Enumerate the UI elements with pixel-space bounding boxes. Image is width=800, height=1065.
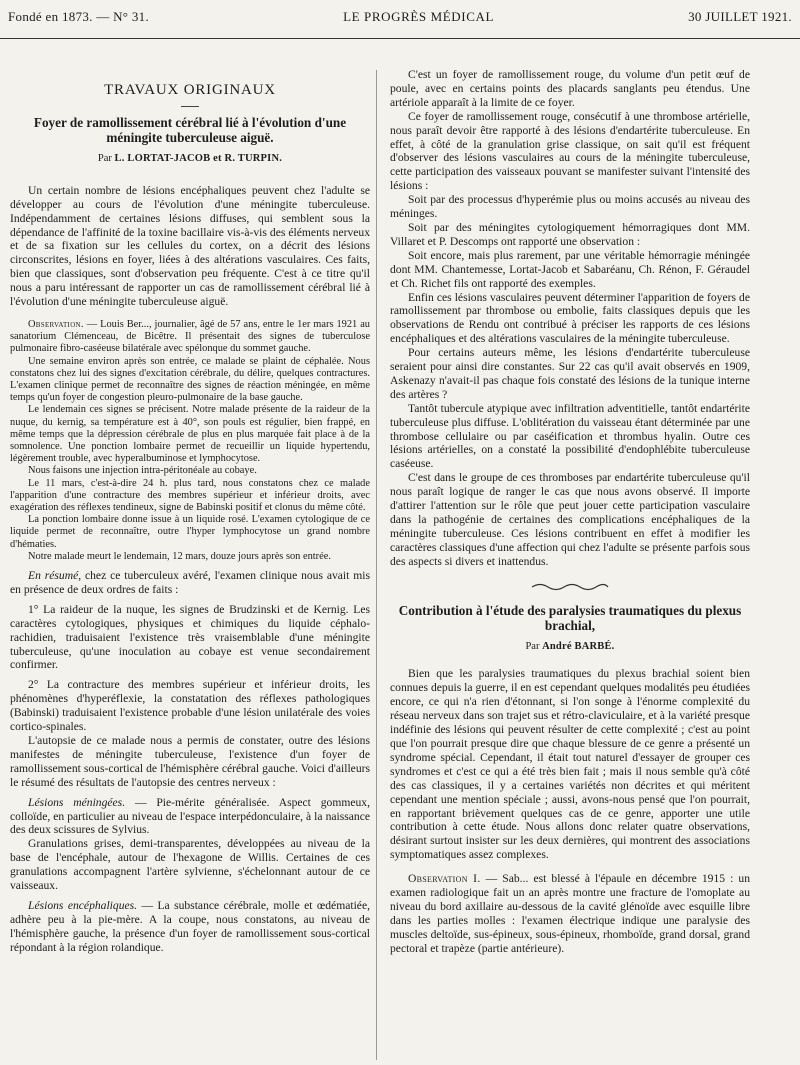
- column-divider: [376, 70, 377, 1060]
- summary-paragraph: [10, 569, 370, 597]
- observation-paragraph: La ponction lombaire donne issue à un liquide rosé. L'examen cytologique de ce liquide permet de reconnaître, outre l'hyper lymphocytose un grand nombre d'hématies.: [10, 514, 370, 550]
- byline-authors: L. LORTAT-JACOB et R. TURPIN.: [114, 152, 283, 164]
- left-column: [10, 60, 370, 955]
- journal-title: LE PROGRÈS MÉDICAL: [343, 9, 495, 24]
- header-rule: [0, 38, 800, 39]
- title-rule: [181, 106, 199, 107]
- observation-text: — Louis Ber..., journalier, âgé de 57 ans, entre le 1er mars 1921 au sanatorium Clémenceau, de Bicêtre. Il présentait des signes de tuberculose pulmonaire fibro-caséeuse bilatérale avec spélonque du sommet gauche.: [10, 318, 370, 355]
- lesion-label: Lésions méningées.: [28, 795, 126, 809]
- body-paragraph: Soit par des méningites cytologiquement hémorragiques dont MM. Villaret et P. Descomps ont rapporté une observation :: [390, 220, 750, 248]
- header-date: 30 JUILLET 1921.: [688, 9, 792, 24]
- right-column: [390, 68, 750, 956]
- lesion-paragraph: [10, 796, 370, 838]
- summary-text: chez ce tuberculeux avéré, l'examen clinique nous avait mis en présence de deux ordres de faits :: [10, 569, 370, 596]
- observation-paragraph: [390, 872, 750, 955]
- header-founded: Fondé en 1873. — N° 31.: [8, 9, 150, 24]
- article-title: Foyer de ramollissement cérébral lié à l'évolution d'une méningite tuberculeuse aiguë.: [33, 114, 347, 146]
- observation-paragraph: [10, 319, 370, 356]
- lesion-paragraph: [10, 899, 370, 955]
- byline2: [390, 640, 750, 654]
- observation-label: Observation I.: [408, 872, 481, 886]
- body-paragraph: Soit par des processus d'hyperémie plus ou moins accusés au niveau des méninges.: [390, 193, 750, 221]
- byline2-prefix: Par: [525, 640, 540, 652]
- observation-paragraph: Le 11 mars, c'est-à-dire 24 h. plus tard, nous constatons chez ce malade l'apparition d'une contracture des membres supérieur et inférieur droits, avec exagération des réflexes tendineux, signe de Babinski positif et clonus du même côté.: [10, 477, 370, 514]
- body-paragraph: C'est dans le groupe de ces thromboses par endartérite tuberculeuse qu'il nous paraît logique de ranger le cas que nous avons observé. Il importe d'attirer l'attention sur le rôle que peut jouer cette participation vasculaire dans la pathogénie de certaines des complications encéphaliques de la méningite tuberculeuse. Ces lésions contribuent en effet à modifier les caractères classiques d'une affection qui chez l'adulte se présente parfois sous des aspects si divers et inattendus.: [390, 471, 750, 568]
- running-header: [8, 4, 792, 30]
- section-title: TRAVAUX ORIGINAUX: [104, 82, 276, 98]
- finding-paragraph: 2° La contracture des membres supérieur et inférieur droits, les phénomènes d'hyperéflexie, la constatation des réflexes pathologiques (Babinski) traduisaient l'existence probable d'une lésion unilatérale des voies cortico-spinales.: [10, 678, 370, 734]
- body-paragraph: Tantôt tubercule atypique avec infiltration adventitielle, tantôt endartérite tuberculeuse plus diffuse. L'oblitération du vaisseau étant déterminée par une thrombose cellulaire ou par caséification et thrombus hyalin. Outre ces lésions artérielles, on a constaté la possibilité d'endophlébite tuberculeuse caséeuse.: [390, 401, 750, 471]
- observation-text: — Sab... est blessé à l'épaule en décembre 1915 : un examen radiologique fait un an après montre une fracture de l'omoplate au niveau du bord axillaire au-dessous de la cavité glénoïde avec esquille libre dans les parties molles : l'examen électrique indique une paralysie des muscles deltoïde, sus-épineux, sous-épineux, rhomboïde, grand dorsal, grand pectoral et trapèze (partie antérieure).: [390, 872, 751, 955]
- body-paragraph: Bien que les paralysies traumatiques du plexus brachial soient bien connues depuis la guerre, il en est cependant quelques modalités peu étudiées encore, ce qui n'a rien d'étonnant, si l'on songe à l'énorme complexité du réseau nerveux dans son trajet sus et rétro-claviculaire, et à la variété presque indéfinie des lésions qui peuvent résulter de cette complexité ; c'est au point que l'on pourrait presque dire que chaque blessure de ce genre a présenté un syndrome spécial. Cependant, il était tout naturel d'essayer de grouper ces syndromes et c'est ce qui a été très bien fait ; mais il nous semble qu'à côté des cas classiques, il y a certaines variétés non décrites et qui méritent cependant une mention spéciale ; aussi, avons-nous pensé que l'on pourrait, en rapportant brièvement quelques cas de ce genre, apporter une utile contribution à cette étude. Nous allons donc relater quatre observations, désirant surtout insister sur les deux dernières, qui montrent des associations symptomatiques assez complexes.: [390, 667, 750, 862]
- byline: [10, 152, 370, 166]
- body-paragraph: Pour certains auteurs même, les lésions d'endartérite tuberculeuse seraient pour ainsi dire constantes. Sur 22 cas qu'il avait observés en 1909, Askenazy n'avait-il pas chaque fois constaté des lésions de la tunique interne des artères ?: [390, 346, 750, 401]
- summary-label: En résumé,: [28, 569, 82, 583]
- intro-paragraph: Un certain nombre de lésions encéphaliques peuvent chez l'adulte se développer au cours de l'évolution d'une méningite tuberculeuse. Indépendamment de certaines lésions diffuses, qui semblent sous la dépendance de l'affinité de la toxine bacillaire vis-à-vis des éléments nerveux et de sa fixation sur les cellules du cortex, on a décrit des lésions circonscrites, lésions en foyer, liées à des altérations vasculaires. Ces faits, bien que classiques, sont d'observation peu fréquente. C'est à ce titre qu'il nous a paru intéressant de rapporter un cas de ramollissement cérébral lié à l'évolution d'une méningite tuberculeuse aiguë.: [10, 183, 370, 309]
- observation-paragraph: Le lendemain ces signes se précisent. Notre malade présente de la raideur de la nuque, du kernig, sa température est à 40°, son pouls est régulier, bien frappé, en même temps que la dépression cérébrale de plus en plus marquée fait place à de la somnolence. Une ponction lombaire permet de recueillir un liquide hypertendu, légèrement trouble, avec hyperalbuminose et lymphocytose.: [10, 404, 370, 465]
- byline2-author: André BARBÉ.: [542, 640, 615, 652]
- byline-prefix: Par: [97, 152, 112, 164]
- body-paragraph: Ce foyer de ramollissement rouge, consécutif à une thrombose artérielle, nous paraît devoir être rapporté à des lésions d'endartérite tuberculeuse. En effet, à côté de la granulation grise classique, on sait qu'il est fréquent d'observer des lésions vasculaires au cours de la méningite tuberculeuse, cette participation des vaisseaux pouvant se manifester suivant l'intensité des lésions :: [390, 109, 750, 193]
- body-paragraph: Soit encore, mais plus rarement, par une véritable hémorragie méningée dont MM. Chantemesse, Lortat-Jacob et Sabaréanu, Ch. Rénon, F. Géraudel et Ch. Richet fils ont rapporté des exemples.: [390, 248, 750, 290]
- observation-paragraph: Nous faisons une injection intra-péritonéale au cobaye.: [28, 465, 257, 477]
- lesion-text: — Pie-mérite généralisée. Aspect gommeux, colloïde, en particulier au niveau de l'espace interpédonculaire, à la naissance des deux scissures de Sylvius.: [10, 795, 371, 837]
- ornament-flourish: [530, 582, 610, 592]
- observation-paragraph: Une semaine environ après son entrée, ce malade se plaint de céphalée. Nous constatons chez lui des signes d'excitation cérébrale, du délire, quelques contractures. L'examen clinique permet de reconnaître des signes de réaction méningée, en même temps qu'un foyer de congestion pleuro-pulmonaire de la base gauche.: [10, 355, 370, 404]
- body-paragraph: Enfin ces lésions vasculaires peuvent déterminer l'apparition de foyers de ramollissement par thrombose ou embolie, faits classiques depuis que les observations de Rendu ont contribué à préciser les rapports de ces lésions encéphaliques et des altérations vasculaires de la méningite tuberculeuse.: [390, 290, 750, 346]
- finding-paragraph: 1° La raideur de la nuque, les signes de Brudzinski et de Kernig. Les caractères cytologiques, physiques et chimiques du liquide céphalo-rachidien, traduisaient l'existence très vraisemblable d'une méningite tuberculeuse, qu'une inoculation au cobaye est venue secondairement confirmer.: [10, 602, 370, 672]
- lesion-paragraph: Granulations grises, demi-transparentes, développées au niveau de la base de l'encéphale, autour de l'hexagone de Willis. Certaines de ces granulations accompagnent l'artère sylvienne, s'échelonnant autour de ce vaisseaux.: [10, 837, 370, 893]
- section-ornament: [390, 581, 750, 595]
- lesion-label: Lésions encéphaliques.: [28, 898, 138, 912]
- body-paragraph: C'est un foyer de ramollissement rouge, du volume d'un petit œuf de poule, avec en certains points des placards sanglants peu étendus. Une artériole apparaît à la limite de ce foyer.: [390, 68, 750, 109]
- observation-paragraph: Notre malade meurt le lendemain, 12 mars, douze jours après son entrée.: [28, 550, 331, 562]
- article2-title: Contribution à l'étude des paralysies traumatiques du plexus brachial,: [398, 602, 742, 634]
- finding-paragraph: L'autopsie de ce malade nous a permis de constater, outre des lésions manifestes de méningite tuberculeuse, l'existence d'un foyer de ramollissement sous-cortical de l'hémisphère cérébral gauche. Voici d'ailleurs le résumé des résultats de l'autopsie des centres nerveux :: [10, 734, 370, 789]
- observation-label: Observation.: [28, 318, 84, 330]
- lesion-text: — La substance cérébrale, molle et œdématiée, adhère peu à la pie-mère. A la coupe, nous constatons, au niveau de l'hémisphère gauche, la présence d'un foyer de ramollissement sous-cortical répondant à la région rolandique.: [10, 898, 370, 954]
